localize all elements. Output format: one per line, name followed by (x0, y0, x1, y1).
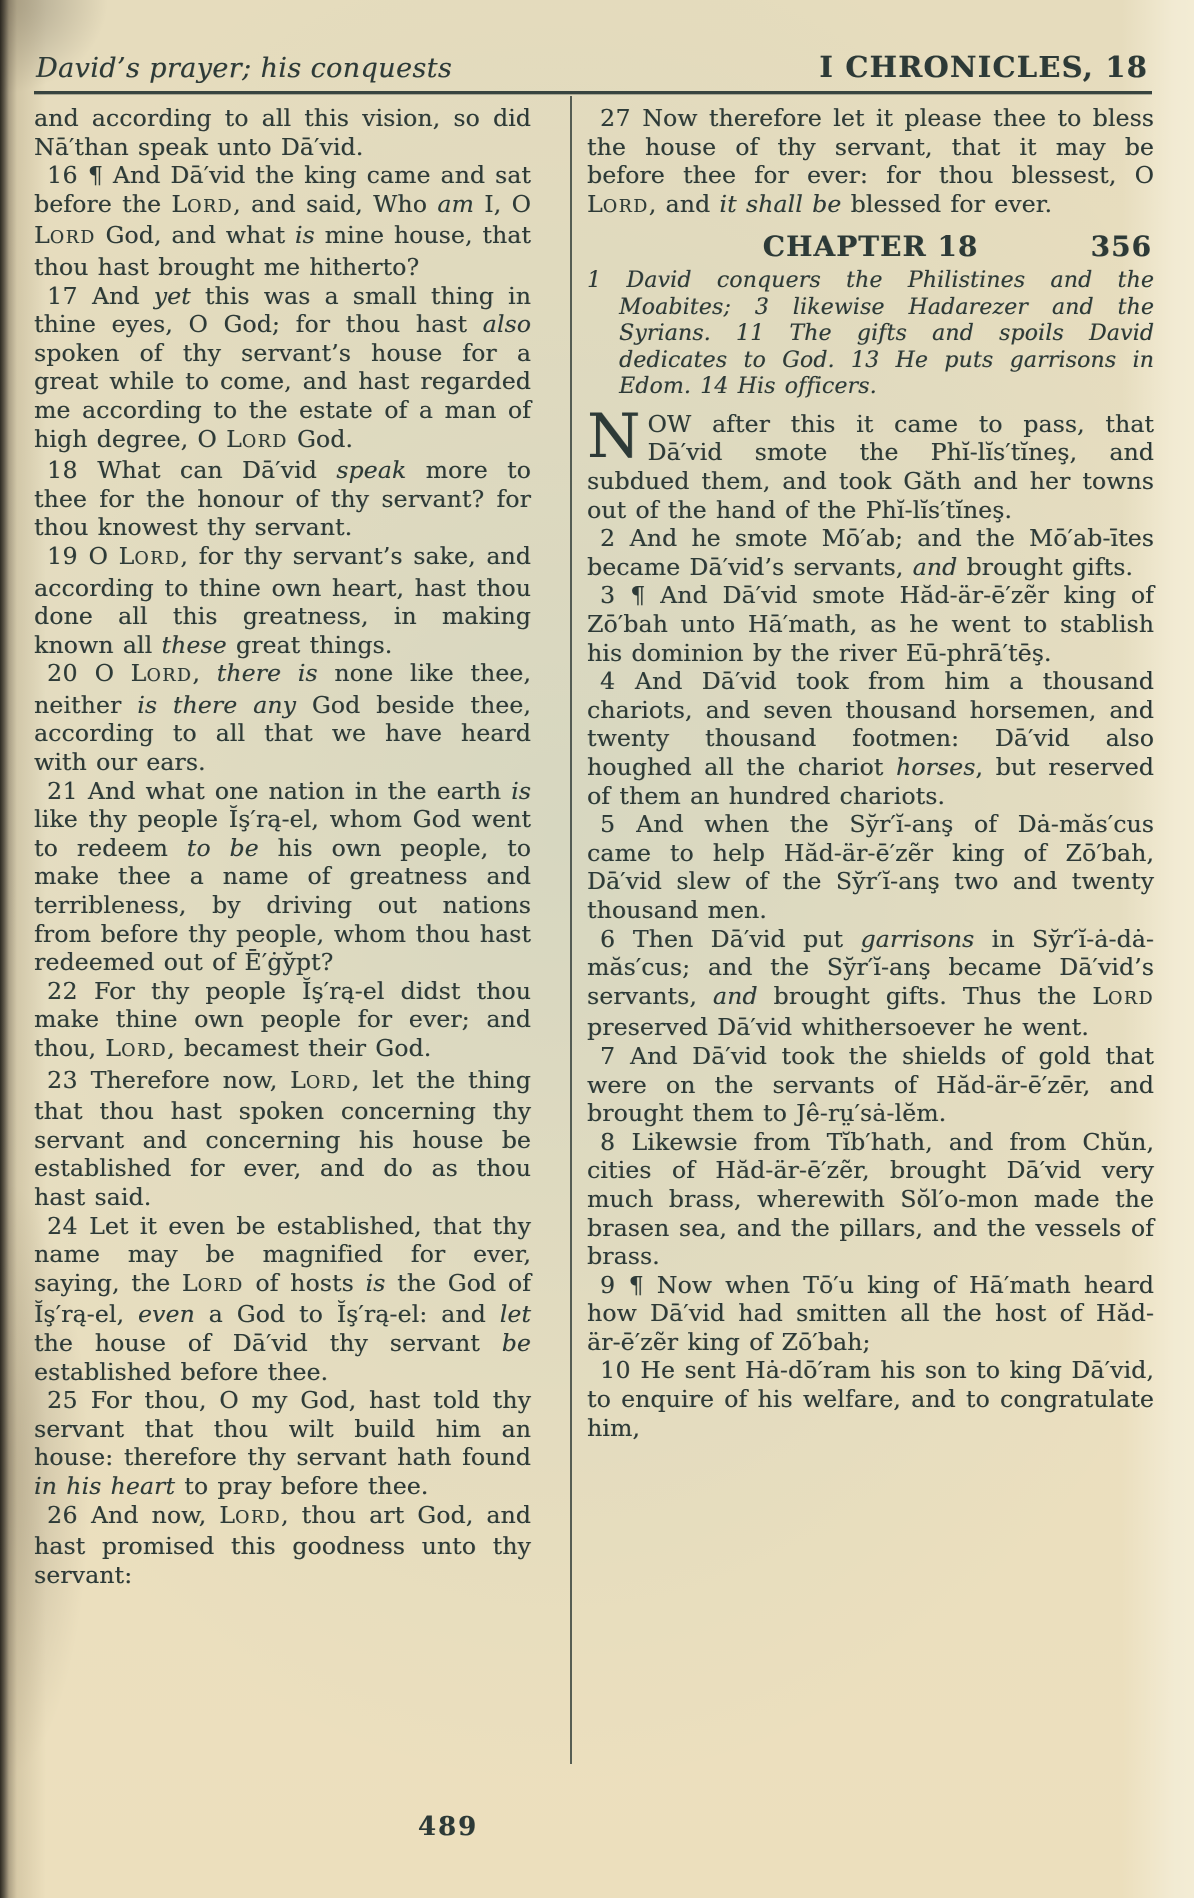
verse-number: 5 (600, 810, 616, 839)
verse-text: Therefore now, LORD, let the thing that thou hast spoken concerning thy servant and concerning his house be established for ever, and do as thou hast said. (34, 1065, 531, 1211)
pilcrow-mark: ¶ (87, 161, 103, 190)
verse-text: And now, LORD, thou art God, and hast promised this goodness unto thy servant: (34, 1500, 531, 1589)
header-rule (34, 91, 1152, 94)
two-column-text (34, 104, 1152, 1816)
verse-paragraph (34, 1212, 531, 1387)
verse-text: Let it even be established, that thy name may be magnified for ever, saying, the LORD of hosts is the God of Ĭş′rą-el, even a God to Ĭş′rą-el: and let the house of Dā′vid thy servant be established before thee. (34, 1211, 532, 1386)
verse-paragraph (587, 810, 1154, 924)
verse-paragraph (587, 524, 1154, 581)
running-head-left: David’s prayer; his conquests (36, 53, 453, 84)
verse-number: 21 (47, 776, 78, 805)
verse-number: 16 (47, 161, 78, 190)
verse-number: 6 (600, 924, 616, 953)
verse-text: He sent Hȧ-dō′ram his son to king Dā′vid, to enquire of his welfare, and to congratulate him, (587, 1356, 1154, 1442)
verse-number: 7 (600, 1041, 616, 1070)
right-column (587, 104, 1154, 1816)
verse-number: 4 (600, 667, 616, 696)
verse-paragraph (34, 456, 531, 542)
column-divider-rule (570, 96, 572, 1764)
verse-number: 23 (47, 1065, 78, 1094)
verse-paragraph (587, 925, 1154, 1042)
verse-number: 8 (600, 1127, 616, 1156)
verse-number: 3 (600, 581, 616, 610)
pilcrow-mark: ¶ (628, 1270, 644, 1299)
verse-text: OW after this it came to pass, that Dā′vid smote the Phĭ-lĭs′tĭneş, and subdued them, and took Găth and her towns out of the hand of the Phĭ-lĭs′tĭneş. (587, 409, 1154, 524)
verse-paragraph (587, 1356, 1154, 1442)
verse-number: 22 (47, 976, 78, 1005)
verse-number: 9 (600, 1270, 616, 1299)
verse-paragraph (34, 161, 531, 281)
verse-text: And when the Sy̆r′ĭ-anş of Dȧ-măs′cus came to help Hăd-är-ē′zẽr king of Zō′bah, Dā′vid slew of the Sy̆r′ĭ-anş two and twenty thousand men. (587, 810, 1154, 924)
verse-text: What can Dā′vid speak more to thee for the honour of thy servant? for thou knowest thy servant. (34, 456, 531, 542)
verse-text: And Dā′vid took from him a thousand chariots, and seven thousand horsemen, and twenty thousand footmen: Dā′vid also houghed all the chariot horses, but reserved of them an hundred chariots. (587, 667, 1154, 810)
verse-number: 19 (47, 541, 78, 570)
verse-number: 26 (47, 1500, 78, 1529)
verse-number: 25 (47, 1386, 78, 1415)
verse-text: Now when Tō′u king of Hā′math heard how Dā′vid had smitten all the host of Hăd-är-ē′zẽr king of Zō′bah; (587, 1270, 1154, 1356)
verse-paragraph (587, 1128, 1154, 1271)
verse-paragraph (34, 1386, 531, 1500)
text-block (34, 50, 1152, 1816)
chapter-summary: 1 David conquers the Philistines and the Moabites; 3 likewise Hadarezer and the Syrians. 11 The gifts and spoils David dedicates to God. 13 He puts garrisons in Edom. 14 His officers. (587, 268, 1154, 400)
opening-verse-paragraph (587, 400, 1154, 524)
running-header (34, 50, 1152, 84)
left-column-verses (34, 161, 531, 1589)
page-number: 489 (417, 1812, 479, 1842)
verse-number: 10 (600, 1356, 631, 1385)
verse-text: O LORD, for thy servant’s sake, and according to thine own heart, hast thou done all this greatness, in making known all these great things. (34, 541, 531, 659)
verse-paragraph (34, 777, 531, 977)
pilcrow-mark: ¶ (630, 581, 646, 610)
verse-text: For thy people Ĭş′rą-el didst thou make thine own people for ever; and thou, LORD, becamest their God. (34, 976, 531, 1062)
verse-number: 17 (47, 281, 78, 310)
verse-paragraph (34, 282, 531, 457)
verse-number: 24 (47, 1211, 78, 1240)
verse-paragraph (587, 1042, 1154, 1128)
chapter-corner-number: 356 (1090, 230, 1152, 264)
verse-number: 27 (600, 104, 631, 132)
chapter-title: CHAPTER 18 (762, 230, 979, 264)
verse-text: For thou, O my God, hast told thy servant that thou wilt build him an house: therefore thy servant hath found in his heart to pray before thee. (34, 1386, 531, 1500)
verse-number: 2 (600, 524, 616, 553)
verse-text: And he smote Mō′ab; and the Mō′ab-ītes became Dā′vid’s servants, and brought gifts. (587, 524, 1154, 581)
verse-text: Likewsie from Tĭb′hath, and from Chŭn, cities of Hăd-är-ē′zẽr, brought Dā′vid very much brass, wherewith Sŏl′o-mon made the brasen sea, and the pillars, and the vessels of brass. (587, 1127, 1154, 1271)
verse-continuation-paragraph: and according to all this vision, so did Nā′than speak unto Dā′vid. (34, 104, 531, 161)
verse-text: And Dā′vid took the shields of gold that were on the servants of Hăd-är-ē′zēr, and brought them to Jê-rṳ′sȧ-lĕm. (587, 1041, 1154, 1128)
verse-paragraph (34, 1501, 531, 1590)
running-head-right: I CHRONICLES, 18 (819, 50, 1148, 84)
verse-number: 20 (47, 659, 78, 688)
left-column (34, 104, 531, 1816)
verse-paragraph (34, 542, 531, 659)
verse-text: O LORD, there is none like thee, neither is there any God beside thee, according to all that we have heard with our ears. (34, 659, 531, 777)
verse-paragraph (34, 1066, 531, 1212)
verse-number: 18 (47, 456, 78, 485)
verse-paragraph (34, 977, 531, 1066)
dropcap-letter: N (587, 400, 641, 472)
chapter-heading (587, 230, 1154, 263)
verse-text: Then Dā′vid put garrisons in Sy̆r′ĭ-ȧ-dȧ-măs′cus; and the Sy̆r′ĭ-anş became Dā′vid’s servants, and brought gifts. Thus the LORD preserved Dā′vid whithersoever he went. (587, 924, 1154, 1042)
verse-paragraph (587, 1271, 1154, 1357)
right-column-verses (587, 524, 1154, 1442)
verse-text: And Dā′vid the king came and sat before the LORD, and said, Who am I, O LORD God, and what is mine house, that thou hast brought me hitherto? (34, 161, 531, 281)
verse-text: And Dā′vid smote Hăd-är-ē′zẽr king of Zō′bah unto Hā′math, as he went to stablish his dominion by the river Eū-phrā′tēş. (587, 581, 1154, 667)
verse-paragraph (587, 667, 1154, 810)
verse-paragraph (587, 104, 1154, 221)
verse-text: And yet this was a small thing in thine eyes, O God; for thou hast also spoken of thy servant’s house for a great while to come, and hast regarded me according to the estate of a man of high degree, O LORD God. (34, 281, 531, 453)
verse-text: And what one nation in the earth is like thy people Ĭş′rą-el, whom God went to redeem to be his own people, to make thee a name of greatness and terribleness, by driving out nations from before thy people, whom thou hast redeemed out of Ē′ġy̆pt? (34, 776, 531, 977)
verse-paragraph (34, 659, 531, 776)
verse-paragraph (587, 581, 1154, 667)
verse-text: Now therefore let it please thee to bless the house of thy servant, that it may be before thee for ever: for thou blessest, O LORD, and it shall be blessed for ever. (587, 104, 1154, 218)
